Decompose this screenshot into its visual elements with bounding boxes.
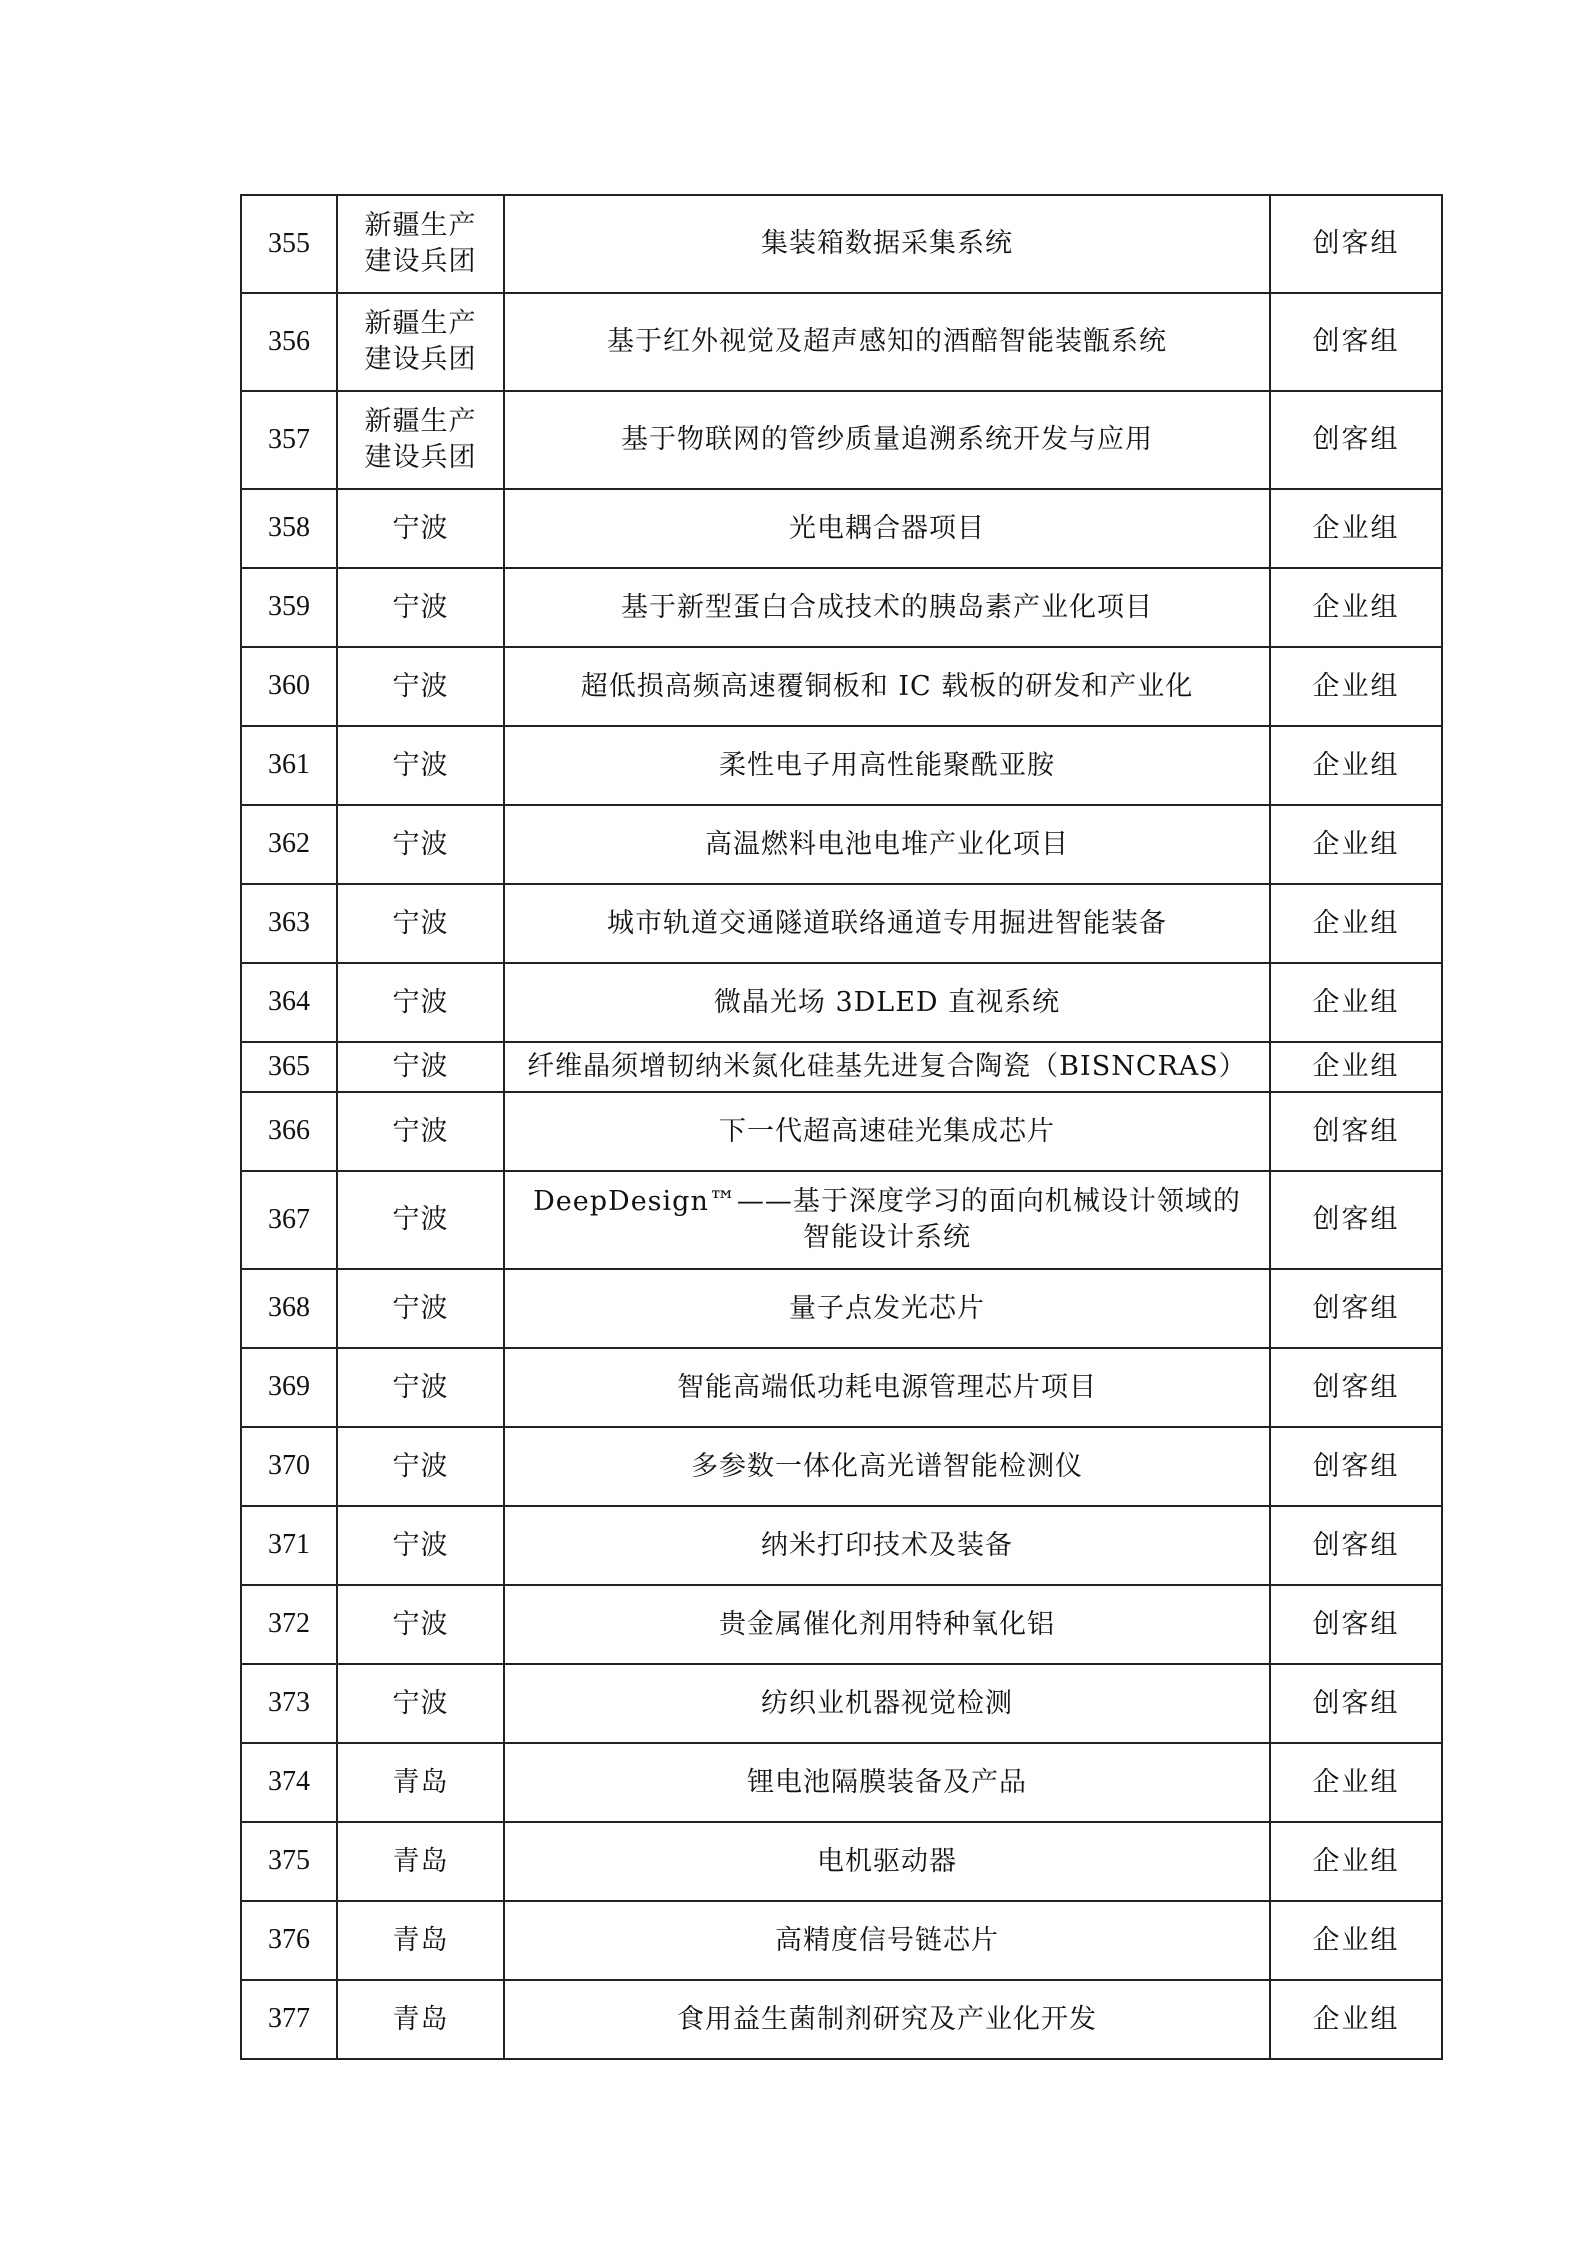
row-number-cell xyxy=(241,1269,337,1348)
region-cell-text: 宁波 xyxy=(392,828,449,860)
group-cell-text: 企业组 xyxy=(1312,749,1400,781)
project-name-cell-text: 贵金属催化剂用特种氧化铝 xyxy=(719,1608,1055,1640)
row-number-cell-text: 362 xyxy=(268,828,310,860)
region-cell-text: 宁波 xyxy=(392,1687,449,1719)
table-row xyxy=(241,1585,1442,1664)
row-number-cell-text: 376 xyxy=(268,1924,310,1956)
project-name-cell-text: 集装箱数据采集系统 xyxy=(761,228,1013,260)
region-cell xyxy=(337,195,504,293)
row-number-cell xyxy=(241,1822,337,1901)
group-cell xyxy=(1270,1427,1442,1506)
group-cell xyxy=(1270,293,1442,391)
project-name-cell-text: 纳米打印技术及装备 xyxy=(761,1529,1013,1561)
group-cell xyxy=(1270,647,1442,726)
table-row xyxy=(241,391,1442,489)
region-cell xyxy=(337,805,504,884)
group-cell xyxy=(1270,391,1442,489)
region-cell xyxy=(337,489,504,568)
group-cell-text: 创客组 xyxy=(1312,228,1400,260)
group-cell xyxy=(1270,963,1442,1042)
row-number-cell xyxy=(241,1348,337,1427)
project-name-cell xyxy=(504,1269,1270,1348)
row-number-cell xyxy=(241,963,337,1042)
row-number-cell-text: 374 xyxy=(268,1766,310,1798)
group-cell-text: 企业组 xyxy=(1312,2003,1400,2035)
project-name-cell xyxy=(504,805,1270,884)
table-row xyxy=(241,1664,1442,1743)
project-name-cell-text: 城市轨道交通隧道联络通道专用掘进智能装备 xyxy=(607,907,1167,939)
project-name-cell-text: 量子点发光芯片 xyxy=(789,1292,985,1324)
region-cell xyxy=(337,1980,504,2059)
group-cell xyxy=(1270,1348,1442,1427)
project-name-cell-text: 纤维晶须增韧纳米氮化硅基先进复合陶瓷（BISNCRAS） xyxy=(527,1051,1247,1083)
row-number-cell-text: 371 xyxy=(268,1529,310,1561)
region-cell-text: 宁波 xyxy=(392,1529,449,1561)
region-cell-text: 宁波 xyxy=(392,591,449,623)
region-cell-text: 宁波 xyxy=(392,1371,449,1403)
group-cell xyxy=(1270,1171,1442,1269)
project-name-cell-text: 下一代超高速硅光集成芯片 xyxy=(719,1115,1055,1147)
row-number-cell xyxy=(241,805,337,884)
region-cell-text: 宁波 xyxy=(392,1051,449,1083)
table-row xyxy=(241,1743,1442,1822)
row-number-cell xyxy=(241,726,337,805)
region-cell xyxy=(337,647,504,726)
project-name-cell xyxy=(504,568,1270,647)
group-cell xyxy=(1270,1743,1442,1822)
group-cell xyxy=(1270,1042,1442,1092)
table-row xyxy=(241,805,1442,884)
row-number-cell xyxy=(241,391,337,489)
group-cell xyxy=(1270,884,1442,963)
group-cell xyxy=(1270,1901,1442,1980)
region-cell-text: 宁波 xyxy=(392,1292,449,1324)
group-cell-text: 企业组 xyxy=(1312,1845,1400,1877)
project-name-cell xyxy=(504,963,1270,1042)
project-name-cell xyxy=(504,1901,1270,1980)
region-cell xyxy=(337,1042,504,1092)
table-row xyxy=(241,1901,1442,1980)
row-number-cell xyxy=(241,647,337,726)
row-number-cell xyxy=(241,568,337,647)
project-name-cell-text: 电机驱动器 xyxy=(817,1845,957,1877)
group-cell xyxy=(1270,1269,1442,1348)
group-cell-text: 创客组 xyxy=(1312,1608,1400,1640)
region-cell-text: 宁波 xyxy=(392,986,449,1018)
project-name-cell xyxy=(504,1042,1270,1092)
region-cell xyxy=(337,1585,504,1664)
table-row xyxy=(241,1092,1442,1171)
table-row xyxy=(241,1822,1442,1901)
region-cell xyxy=(337,1348,504,1427)
group-cell xyxy=(1270,568,1442,647)
project-name-cell-text: 高精度信号链芯片 xyxy=(775,1924,999,1956)
row-number-cell-text: 375 xyxy=(268,1845,310,1877)
row-number-cell xyxy=(241,293,337,391)
region-cell-text: 宁波 xyxy=(392,1608,449,1640)
project-name-cell xyxy=(504,1171,1270,1269)
group-cell xyxy=(1270,1980,1442,2059)
project-name-cell-text: 柔性电子用高性能聚酰亚胺 xyxy=(719,749,1055,781)
row-number-cell-text: 366 xyxy=(268,1115,310,1147)
project-name-cell-text: DeepDesign™——基于深度学习的面向机械设计领域的智能设计系统 xyxy=(533,1186,1241,1253)
region-cell-text: 新疆生产建设兵团 xyxy=(364,406,477,473)
group-cell-text: 创客组 xyxy=(1312,1529,1400,1561)
row-number-cell xyxy=(241,1901,337,1980)
group-cell xyxy=(1270,1664,1442,1743)
row-number-cell-text: 360 xyxy=(268,670,310,702)
project-name-cell xyxy=(504,647,1270,726)
group-cell-text: 企业组 xyxy=(1312,591,1400,623)
region-cell xyxy=(337,1506,504,1585)
region-cell xyxy=(337,1092,504,1171)
row-number-cell-text: 367 xyxy=(268,1203,310,1235)
group-cell-text: 创客组 xyxy=(1312,1371,1400,1403)
project-name-cell xyxy=(504,1664,1270,1743)
project-name-cell-text: 基于物联网的管纱质量追溯系统开发与应用 xyxy=(621,424,1153,456)
table-row xyxy=(241,963,1442,1042)
row-number-cell xyxy=(241,489,337,568)
region-cell xyxy=(337,1427,504,1506)
project-name-cell-text: 基于红外视觉及超声感知的酒醅智能装甑系统 xyxy=(607,326,1167,358)
row-number-cell-text: 377 xyxy=(268,2003,310,2035)
table-row xyxy=(241,1348,1442,1427)
region-cell-text: 青岛 xyxy=(392,1766,449,1798)
table-row xyxy=(241,1427,1442,1506)
region-cell xyxy=(337,1822,504,1901)
project-name-cell-text: 食用益生菌制剂研究及产业化开发 xyxy=(677,2003,1097,2035)
row-number-cell xyxy=(241,1980,337,2059)
row-number-cell xyxy=(241,1092,337,1171)
project-name-cell xyxy=(504,884,1270,963)
region-cell-text: 宁波 xyxy=(392,1450,449,1482)
region-cell xyxy=(337,726,504,805)
group-cell xyxy=(1270,1506,1442,1585)
row-number-cell-text: 355 xyxy=(268,227,310,259)
group-cell xyxy=(1270,489,1442,568)
group-cell-text: 企业组 xyxy=(1312,828,1400,860)
table-row xyxy=(241,195,1442,293)
row-number-cell-text: 363 xyxy=(268,907,310,939)
row-number-cell-text: 369 xyxy=(268,1371,310,1403)
group-cell-text: 创客组 xyxy=(1312,1687,1400,1719)
table-row xyxy=(241,293,1442,391)
project-name-cell-text: 微晶光场 3DLED 直视系统 xyxy=(713,986,1061,1018)
group-cell-text: 企业组 xyxy=(1312,512,1400,544)
row-number-cell-text: 356 xyxy=(268,325,310,357)
group-cell-text: 创客组 xyxy=(1312,1115,1400,1147)
region-cell xyxy=(337,1664,504,1743)
region-cell xyxy=(337,1269,504,1348)
project-name-cell xyxy=(504,1822,1270,1901)
group-cell xyxy=(1270,1585,1442,1664)
table-row xyxy=(241,1980,1442,2059)
project-name-cell xyxy=(504,1348,1270,1427)
project-name-cell xyxy=(504,1980,1270,2059)
group-cell xyxy=(1270,1092,1442,1171)
region-cell-text: 宁波 xyxy=(392,1115,449,1147)
row-number-cell xyxy=(241,1042,337,1092)
project-name-cell xyxy=(504,1585,1270,1664)
region-cell xyxy=(337,293,504,391)
region-cell-text: 青岛 xyxy=(392,1845,449,1877)
group-cell-text: 企业组 xyxy=(1312,1924,1400,1956)
region-cell-text: 青岛 xyxy=(392,1924,449,1956)
region-cell-text: 宁波 xyxy=(392,749,449,781)
row-number-cell-text: 373 xyxy=(268,1687,310,1719)
project-name-cell xyxy=(504,726,1270,805)
group-cell-text: 企业组 xyxy=(1312,907,1400,939)
group-cell-text: 企业组 xyxy=(1312,1766,1400,1798)
row-number-cell xyxy=(241,1171,337,1269)
row-number-cell-text: 368 xyxy=(268,1292,310,1324)
group-cell xyxy=(1270,805,1442,884)
region-cell-text: 青岛 xyxy=(392,2003,449,2035)
region-cell-text: 宁波 xyxy=(392,670,449,702)
row-number-cell xyxy=(241,1427,337,1506)
region-cell-text: 新疆生产建设兵团 xyxy=(364,308,477,375)
region-cell xyxy=(337,884,504,963)
row-number-cell xyxy=(241,1506,337,1585)
table-row xyxy=(241,1042,1442,1092)
table-body xyxy=(241,195,1442,2059)
region-cell xyxy=(337,1171,504,1269)
row-number-cell xyxy=(241,195,337,293)
row-number-cell xyxy=(241,884,337,963)
region-cell xyxy=(337,568,504,647)
group-cell-text: 企业组 xyxy=(1312,986,1400,1018)
group-cell xyxy=(1270,195,1442,293)
project-name-cell-text: 高温燃料电池电堆产业化项目 xyxy=(705,828,1069,860)
group-cell xyxy=(1270,1822,1442,1901)
row-number-cell-text: 358 xyxy=(268,512,310,544)
project-name-cell xyxy=(504,1092,1270,1171)
project-name-cell-text: 基于新型蛋白合成技术的胰岛素产业化项目 xyxy=(621,591,1153,623)
table-row xyxy=(241,1506,1442,1585)
row-number-cell-text: 370 xyxy=(268,1450,310,1482)
project-name-cell-text: 超低损高频高速覆铜板和 IC 载板的研发和产业化 xyxy=(580,670,1194,702)
row-number-cell xyxy=(241,1585,337,1664)
group-cell-text: 创客组 xyxy=(1312,1204,1400,1236)
table-row xyxy=(241,884,1442,963)
region-cell-text: 宁波 xyxy=(392,1204,449,1236)
row-number-cell-text: 364 xyxy=(268,986,310,1018)
group-cell-text: 创客组 xyxy=(1312,1292,1400,1324)
project-list-table xyxy=(240,194,1443,2060)
table-row xyxy=(241,568,1442,647)
row-number-cell xyxy=(241,1743,337,1822)
project-name-cell xyxy=(504,1506,1270,1585)
region-cell xyxy=(337,963,504,1042)
group-cell-text: 企业组 xyxy=(1312,670,1400,702)
region-cell xyxy=(337,1743,504,1822)
project-name-cell-text: 智能高端低功耗电源管理芯片项目 xyxy=(677,1371,1097,1403)
table-row xyxy=(241,647,1442,726)
project-name-cell xyxy=(504,391,1270,489)
row-number-cell xyxy=(241,1664,337,1743)
project-name-cell xyxy=(504,1743,1270,1822)
region-cell-text: 新疆生产建设兵团 xyxy=(364,210,477,277)
group-cell-text: 创客组 xyxy=(1312,1450,1400,1482)
project-name-cell xyxy=(504,489,1270,568)
region-cell-text: 宁波 xyxy=(392,512,449,544)
project-name-cell-text: 锂电池隔膜装备及产品 xyxy=(747,1766,1027,1798)
region-cell xyxy=(337,391,504,489)
table-row xyxy=(241,726,1442,805)
row-number-cell-text: 365 xyxy=(268,1050,310,1082)
project-name-cell-text: 光电耦合器项目 xyxy=(789,512,985,544)
group-cell-text: 创客组 xyxy=(1312,424,1400,456)
project-name-cell-text: 纺织业机器视觉检测 xyxy=(761,1687,1013,1719)
project-name-cell xyxy=(504,1427,1270,1506)
table-row xyxy=(241,1269,1442,1348)
group-cell-text: 企业组 xyxy=(1312,1051,1400,1083)
row-number-cell-text: 359 xyxy=(268,591,310,623)
project-name-cell xyxy=(504,293,1270,391)
project-name-cell xyxy=(504,195,1270,293)
row-number-cell-text: 357 xyxy=(268,423,310,455)
table-row xyxy=(241,1171,1442,1269)
row-number-cell-text: 361 xyxy=(268,749,310,781)
region-cell xyxy=(337,1901,504,1980)
table-row xyxy=(241,489,1442,568)
project-name-cell-text: 多参数一体化高光谱智能检测仪 xyxy=(691,1450,1083,1482)
group-cell xyxy=(1270,726,1442,805)
group-cell-text: 创客组 xyxy=(1312,326,1400,358)
row-number-cell-text: 372 xyxy=(268,1608,310,1640)
region-cell-text: 宁波 xyxy=(392,907,449,939)
